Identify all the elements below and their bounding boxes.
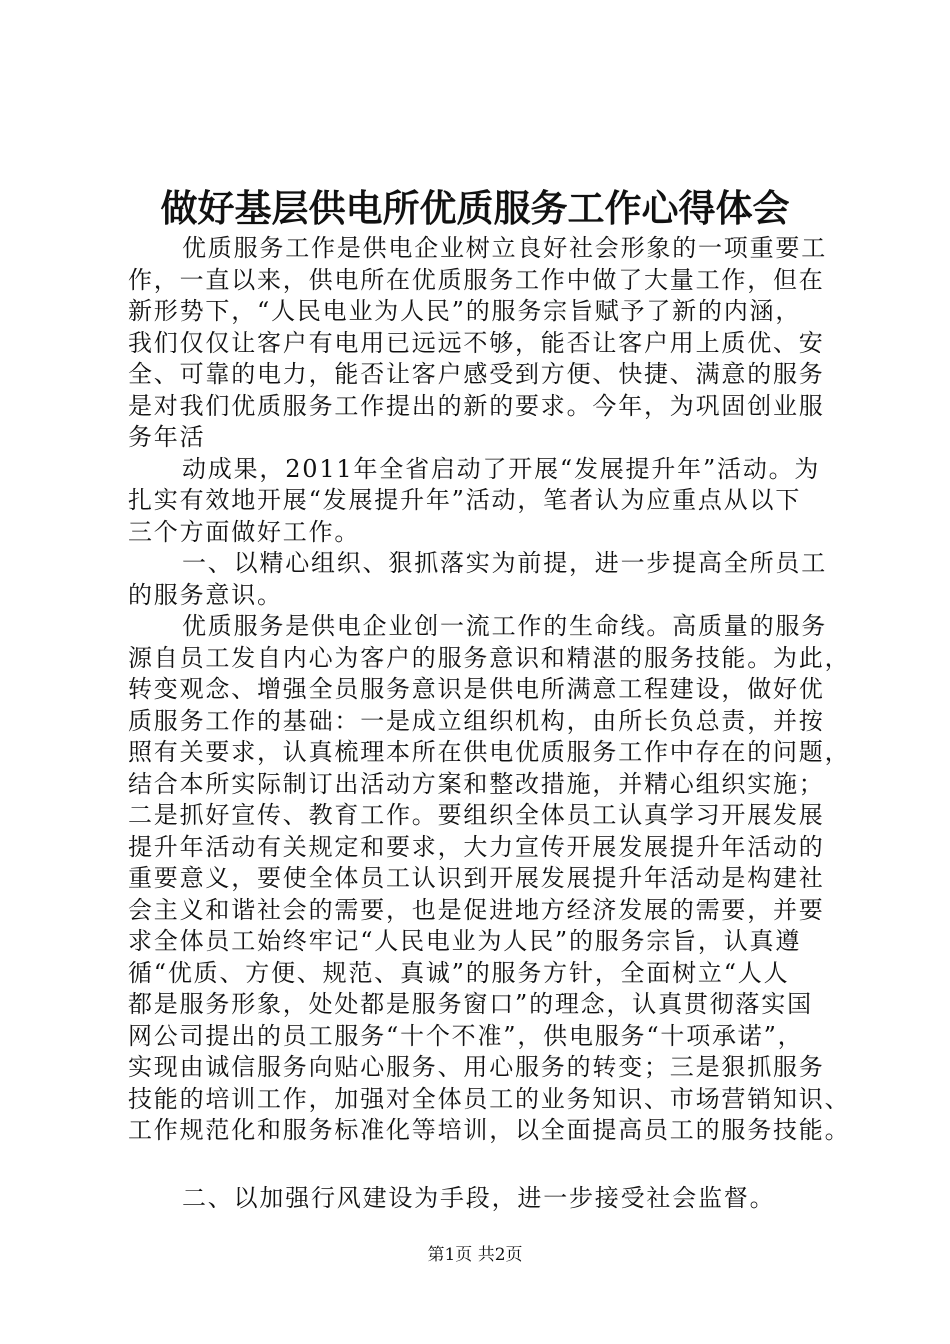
text-line: 动成果，2011年全省启动了开展“发展提升年”活动。为 <box>182 454 821 483</box>
text-line: 是对我们优质服务工作提出的新的要求。今年，为巩固创业服 <box>128 391 825 420</box>
text-line: 结合本所实际制订出活动方案和整改措施，并精心组织实施； <box>128 769 825 798</box>
text-line: 一、以精心组织、狠抓落实为前提，进一步提高全所员工 <box>182 549 827 577</box>
paragraph-gap <box>128 1147 828 1183</box>
text-line: 网公司提出的员工服务“十个不准”，供电服务“十项承诺”， <box>128 1021 804 1050</box>
text-line: 优质服务是供电企业创一流工作的生命线。高质量的服务 <box>182 612 827 640</box>
text-line: 三个方面做好工作。 <box>128 517 361 546</box>
text-line: 务年活 <box>128 423 206 451</box>
text-line: 质服务工作的基础：一是成立组织机构，由所长负总责，并按 <box>128 706 825 735</box>
text-line: 提升年活动有关规定和要求，大力宣传开展发展提升年活动的 <box>128 832 825 861</box>
document-title: 做好基层供电所优质服务工作心得体会 <box>160 186 790 230</box>
page-footer: 第1页 共2页 <box>427 1245 523 1265</box>
text-line: 优质服务工作是供电企业树立良好社会形象的一项重要工 <box>182 234 827 262</box>
text-line: 都是服务形象，处处都是服务窗口”的理念，认真贯彻落实国 <box>128 990 813 1018</box>
text-line: 求全体员工始终牢记“人民电业为人民”的服务宗旨，认真遵 <box>128 927 802 955</box>
text-line: 工作规范化和服务标准化等培训，以全面提高员工的服务技能。 <box>128 1116 851 1144</box>
text-line: 扎实有效地开展“发展提升年”活动，笔者认为应重点从以下 <box>128 486 802 514</box>
text-line: 重要意义，要使全体员工认识到开展发展提升年活动是构建社 <box>128 864 825 892</box>
document-body <box>128 233 851 1214</box>
text-line: 的服务意识。 <box>128 580 283 609</box>
text-line: 转变观念、增强全员服务意识是供电所满意工程建设，做好优 <box>128 675 825 703</box>
text-line: 照有关要求，认真梳理本所在供电优质服务工作中存在的问题， <box>128 738 851 766</box>
text-line: 循“优质、方便、规范、真诚”的服务方针，全面树立“人人 <box>128 958 790 987</box>
text-line: 实现由诚信服务向贴心服务、用心服务的转变；三是狠抓服务 <box>128 1053 825 1081</box>
text-line: 全、可靠的电力，能否让客户感受到方便、快捷、满意的服务 <box>128 360 825 388</box>
text-line: 二是抓好宣传、教育工作。要组织全体员工认真学习开展发展 <box>128 801 825 829</box>
text-line: 我们仅仅让客户有电用已远远不够，能否让客户用上质优、安 <box>128 328 825 357</box>
text-line: 技能的培训工作，加强对全体员工的业务知识、市场营销知识、 <box>128 1084 851 1113</box>
text-line: 源自员工发自内心为客户的服务意识和精湛的服务技能。为此， <box>128 643 851 672</box>
text-line: 作，一直以来，供电所在优质服务工作中做了大量工作，但在 <box>128 265 825 294</box>
text-line: 会主义和谐社会的需要，也是促进地方经济发展的需要，并要 <box>128 895 825 924</box>
text-line: 二、以加强行风建设为手段，进一步接受社会监督。 <box>182 1183 776 1212</box>
text-line: 新形势下，“人民电业为人民”的服务宗旨赋予了新的内涵， <box>128 297 802 325</box>
